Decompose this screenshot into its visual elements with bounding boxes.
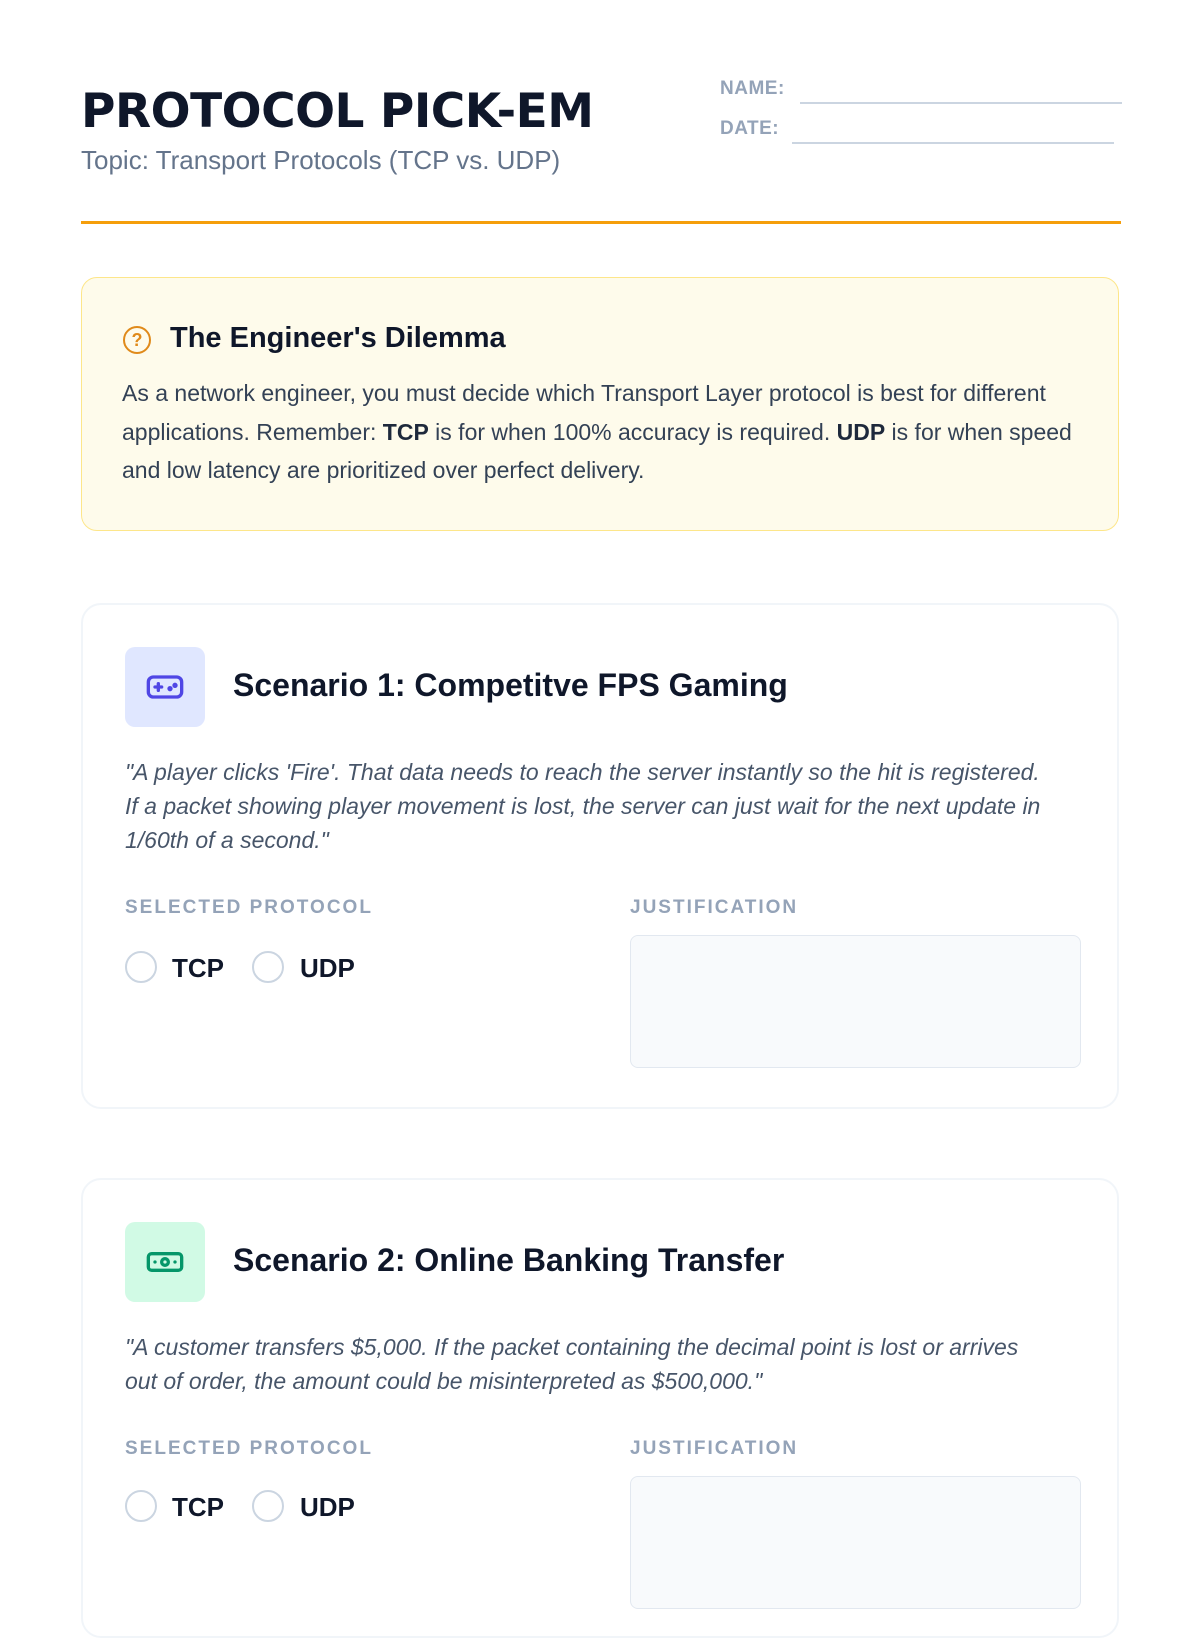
scenario-1-title: Scenario 1: Competitve FPS Gaming <box>233 667 788 703</box>
name-label: NAME: <box>720 78 785 99</box>
scenario-2-udp-radio[interactable] <box>252 1490 284 1522</box>
help-circle-icon: ? <box>123 326 151 354</box>
scenario-2-tcp-radio[interactable] <box>125 1490 157 1522</box>
header-divider <box>81 221 1121 224</box>
date-label: DATE: <box>720 118 780 139</box>
name-field <box>720 78 1122 108</box>
banknote-icon <box>145 1242 185 1282</box>
page-subtitle: Topic: Transport Protocols (TCP vs. UDP) <box>81 145 561 175</box>
date-line[interactable] <box>792 142 1114 144</box>
scenario-1-tcp-label[interactable]: TCP <box>172 953 224 983</box>
scenario-1-tcp-radio[interactable] <box>125 951 157 983</box>
date-field <box>720 118 1114 148</box>
dilemma-callout <box>81 277 1119 531</box>
scenario-card-1 <box>81 603 1119 1109</box>
scenario-2-udp-label[interactable]: UDP <box>300 1492 355 1522</box>
dilemma-text: As a network engineer, you must decide which Transport Layer protocol is best for different applications. Remember: TCP is for when 100% accuracy is required. UDP is for when speed and low latency are prioritized over perfect delivery. <box>122 380 1072 483</box>
name-line[interactable] <box>800 102 1122 104</box>
scenario-1-udp-radio[interactable] <box>252 951 284 983</box>
scenario-2-justification-input[interactable] <box>630 1476 1081 1609</box>
justification-label: JUSTIFICATION <box>630 1438 799 1459</box>
scenario-2-quote: "A customer transfers $5,000. If the packet containing the decimal point is lost or arrives out of order, the amount could be misinterpreted as $500,000." <box>125 1334 1019 1394</box>
scenario-card-2 <box>81 1178 1119 1638</box>
worksheet-header <box>81 60 1121 224</box>
selected-protocol-label: SELECTED PROTOCOL <box>125 897 373 918</box>
scenario-1-justification-input[interactable] <box>630 935 1081 1068</box>
selected-protocol-label: SELECTED PROTOCOL <box>125 1438 373 1459</box>
scenario-1-quote: "A player clicks 'Fire'. That data needs to reach the server instantly so the hit is registered. If a packet showing player movement is lost, the server can just wait for the next update in 1/60th of a second." <box>125 759 1041 853</box>
justification-label: JUSTIFICATION <box>630 897 799 918</box>
scenario-2-icon-box <box>125 1222 205 1302</box>
dilemma-title: The Engineer's Dilemma <box>170 322 506 354</box>
page-title: PROTOCOL PICK-EM <box>81 84 594 139</box>
scenario-2-title: Scenario 2: Online Banking Transfer <box>233 1242 785 1278</box>
scenario-1-udp-label[interactable]: UDP <box>300 953 355 983</box>
gamepad-icon <box>145 667 185 707</box>
scenario-1-icon-box <box>125 647 205 727</box>
scenario-2-tcp-label[interactable]: TCP <box>172 1492 224 1522</box>
